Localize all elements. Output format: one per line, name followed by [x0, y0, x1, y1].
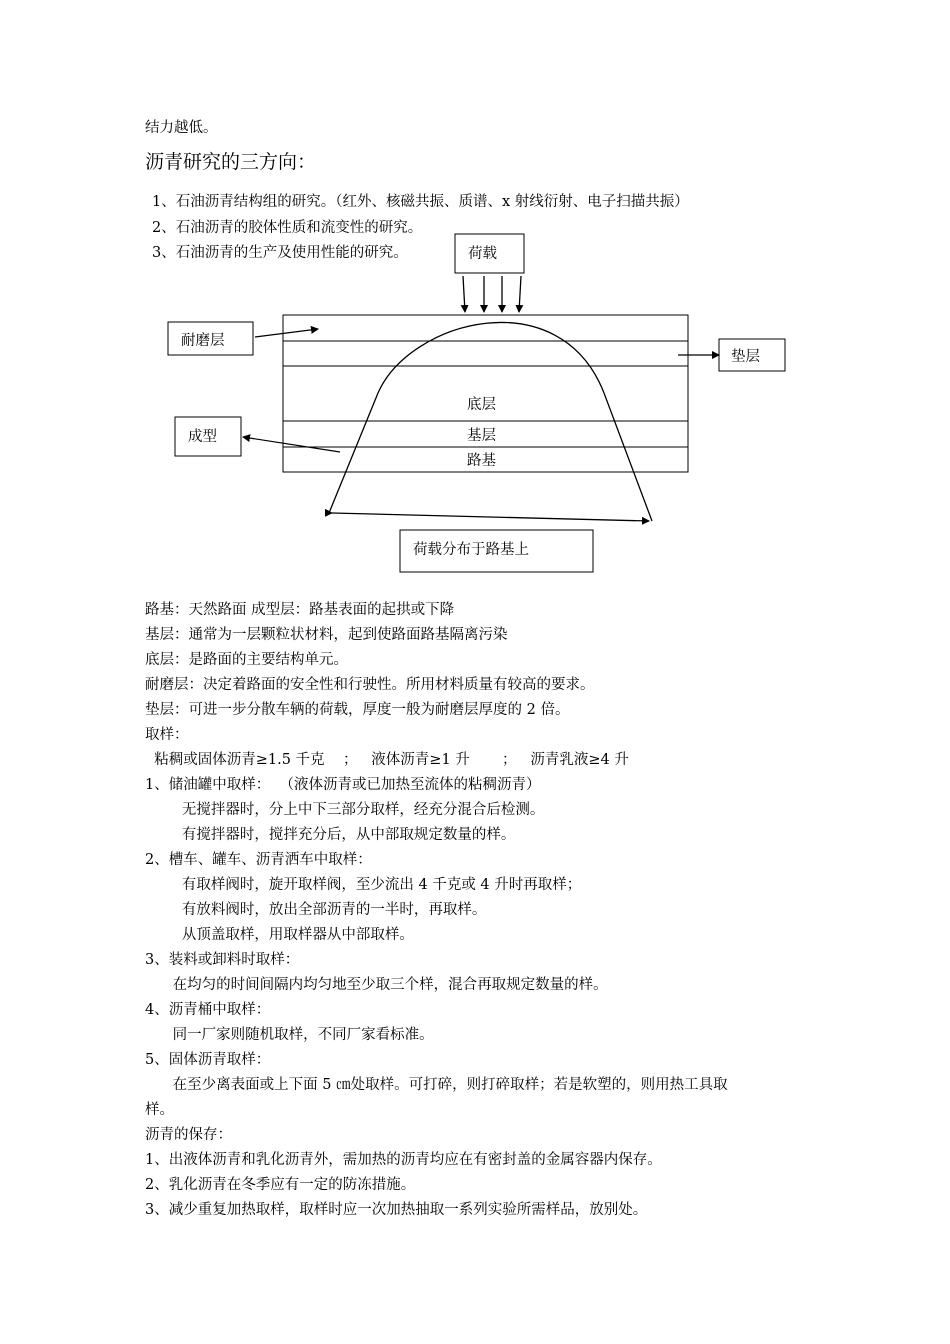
load-distribution-label: 荷载分布于路基上 — [413, 542, 529, 558]
pavement-layers — [283, 315, 688, 472]
subgrade-label: 路基 — [467, 453, 496, 469]
body-line: 粘稠或固体沥青≥1.5 千克 ； 液体沥青≥1 升 ； 沥青乳液≥4 升 — [145, 752, 629, 768]
body-line: 2、乳化沥青在冬季应有一定的防冻措施。 — [145, 1177, 416, 1193]
body-line: 有搅拌器时，搅拌充分后，从中部取规定数量的样。 — [145, 827, 516, 843]
body-line: 从顶盖取样，用取样器从中部取样。 — [145, 927, 414, 943]
body-line: 沥青的保存： — [145, 1127, 232, 1143]
body-line: 2、槽车、罐车、沥青洒车中取样： — [145, 852, 372, 868]
pavement-structure-diagram — [0, 0, 950, 600]
body-line: 在至少离表面或上下面 5 ㎝处取样。可打碎，则打碎取样；若是软塑的，则用热工具取 — [145, 1077, 728, 1093]
body-line: 1、储油罐中取样： （液体沥青或已加热至流体的粘稠沥青） — [145, 777, 541, 793]
load-spread-arch — [378, 322, 604, 393]
forming-label: 成型 — [188, 429, 217, 445]
load-arrows-icon — [463, 276, 521, 312]
body-line: 基层：通常为一层颗粒状材料，起到使路面路基隔离污染 — [145, 627, 508, 643]
body-line: 3、减少重复加热取样，取样时应一次加热抽取一系列实验所需样品，放别处。 — [145, 1202, 648, 1218]
body-line: 4、沥青桶中取样： — [145, 1002, 271, 1018]
body-line: 有取样阀时，旋开取样阀，至少流出 4 千克或 4 升时再取样； — [145, 877, 582, 893]
body-line: 5、固体沥青取样： — [145, 1052, 271, 1068]
research-item-2: 2、石油沥青的胶体性质和流变性的研究。 — [152, 220, 423, 236]
load-spread-left — [329, 393, 378, 513]
body-line: 有放料阀时，放出全部沥青的一半时，再取样。 — [145, 902, 487, 918]
body-line: 样。 — [145, 1102, 174, 1118]
intro-line: 结力越低。 — [145, 120, 218, 136]
body-line: 同一厂家则随机取样，不同厂家看标准。 — [145, 1027, 434, 1043]
body-line: 路基：天然路面 成型层：路基表面的起拱或下降 — [145, 602, 455, 618]
base-course-label: 底层 — [467, 397, 496, 413]
body-line: 耐磨层：决定着路面的安全性和行驶性。所用材料质量有较高的要求。 — [145, 677, 595, 693]
research-item-1: 1、石油沥青结构组的研究。（红外、核磁共振、质谱、x 射线衍射、电子扫描共振） — [152, 194, 689, 210]
body-line: 底层：是路面的主要结构单元。 — [145, 652, 348, 668]
forming-arrow — [243, 437, 340, 452]
wear-layer-arrow — [255, 329, 318, 337]
section-heading: 沥青研究的三方向： — [145, 151, 317, 173]
wear-layer-label: 耐磨层 — [181, 333, 225, 349]
body-line: 无搅拌器时，分上中下三部分取样，经充分混合后检测。 — [145, 802, 545, 818]
body-line: 取样： — [145, 727, 189, 743]
body-line: 在均匀的时间间隔内均匀地至少取三个样，混合再取规定数量的样。 — [145, 977, 608, 993]
cushion-layer-label: 垫层 — [731, 349, 760, 365]
load-label: 荷载 — [468, 246, 497, 262]
body-line: 1、出液体沥青和乳化沥青外，需加热的沥青均应在有密封盖的金属容器内保存。 — [145, 1152, 662, 1168]
subbase-label: 基层 — [467, 428, 496, 444]
body-line: 垫层：可进一步分散车辆的荷载，厚度一般为耐磨层厚度的 2 倍。 — [145, 702, 570, 718]
subgrade-distribution-arrow — [332, 513, 649, 521]
research-item-3: 3、石油沥青的生产及使用性能的研究。 — [152, 245, 408, 261]
body-line: 3、装料或卸料时取样： — [145, 952, 300, 968]
load-spread-right — [604, 393, 652, 521]
